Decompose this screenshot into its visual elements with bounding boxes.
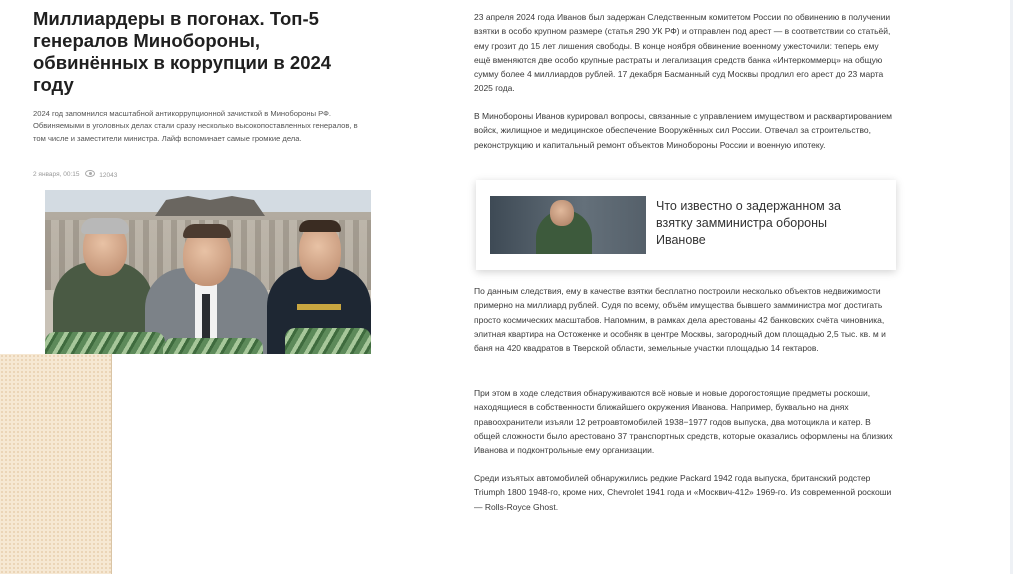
related-article-card[interactable] — [476, 180, 896, 270]
article-headline[interactable]: Миллиардеры в погонах. Топ-5 генералов Минобороны, обвинённых в коррупции в 2024 году — [33, 8, 332, 95]
slide-decoration-border — [111, 354, 112, 574]
photo-person-center — [143, 204, 273, 354]
related-article-image — [490, 196, 646, 254]
views-count: 12043 — [99, 172, 118, 179]
related-article-title[interactable]: Что известно о задержанном за взятку замминистра обороны Иванове — [656, 199, 841, 247]
article-photo — [45, 190, 371, 354]
article-lead: 2024 год запомнился масштабной антикоррупционной зачисткой в Минобороны РФ. Обвиняемыми в уголовных делах стали сразу несколько высокопоставленных генералов, в том числе и заместители министра. Лайф вспоминает самые громкие дела. — [33, 109, 358, 143]
photo-money-center — [163, 338, 263, 354]
eye-icon — [85, 170, 95, 177]
photo-money-right — [285, 328, 371, 354]
article-paragraph: При этом в ходе следствия обнаруживаются всё новые и новые дорогостоящие предметы роскоши, находящиеся в собственности ближайшего окружения Иванова. Например, буквально на днях правоохранители изъяли 12 ретроавтомобилей 1938−1977 годов выпуска, два мотоцикла и катер. В общей сложности было арестовано 37 транспортных средств, которые оказались оформлены на близких Иванова и подконтрольные ему организации. — [474, 388, 893, 456]
views-counter — [85, 170, 117, 179]
slide-decoration — [0, 354, 112, 574]
photo-money-left — [45, 332, 165, 354]
article-meta — [33, 170, 117, 179]
article-paragraph: Среди изъятых автомобилей обнаружились редкие Packard 1942 года выпуска, британский родстер Triumph 1800 1948-го, кроме них, Chevrolet 1941 года и «Москвич-412» 1969-го. Из современной роскоши — Rolls-Royce Ghost. — [474, 473, 892, 512]
article-date: 2 января, 00:15 — [33, 171, 80, 178]
article-paragraph: 23 апреля 2024 года Иванов был задержан Следственным комитетом России по обвинению в получении взятки в особо крупном размере (статья 290 УК РФ) и отправлен под арест — в соответствии со статьёй, ему грозит до 15 лет лишения свободы. В конце ноября обвинение военному ужесточили: теперь ему ещё вменяются две особо крупные растраты и легализация средств банка «Интеркоммерц» на общую сумму более 4 миллиардов рублей. 17 декабря Басманный суд Москвы продлил его арест до 23 марта 2025 года. — [474, 12, 891, 94]
article-paragraph: По данным следствия, ему в качестве взятки бесплатно построили несколько объектов недвижимости примерно на миллиард рублей. Судя по всему, объём имущества бывшего замминистра мог достигать просто космических масштабов. Напомним, в рамках дела арестованы 42 банковских счёта чиновника, элитная квартира на Остоженке и особняк в центре Москвы, загородный дом площадью 2,5 тыс. кв. м и баня на 420 квадратов в Тверской области, земельные участки площадью 14 гектаров. — [474, 286, 886, 354]
slide-right-edge — [1010, 0, 1013, 574]
article-paragraph: В Минобороны Иванов курировал вопросы, связанные с управлением имуществом и расквартированием войск, жилищное и медицинское обеспечение Вооружённых сил России. Отвечал за строительство, реконструкцию и капитальный ремонт объектов Минобороны России и военную ипотеку. — [474, 111, 893, 150]
related-image-face — [550, 200, 574, 226]
